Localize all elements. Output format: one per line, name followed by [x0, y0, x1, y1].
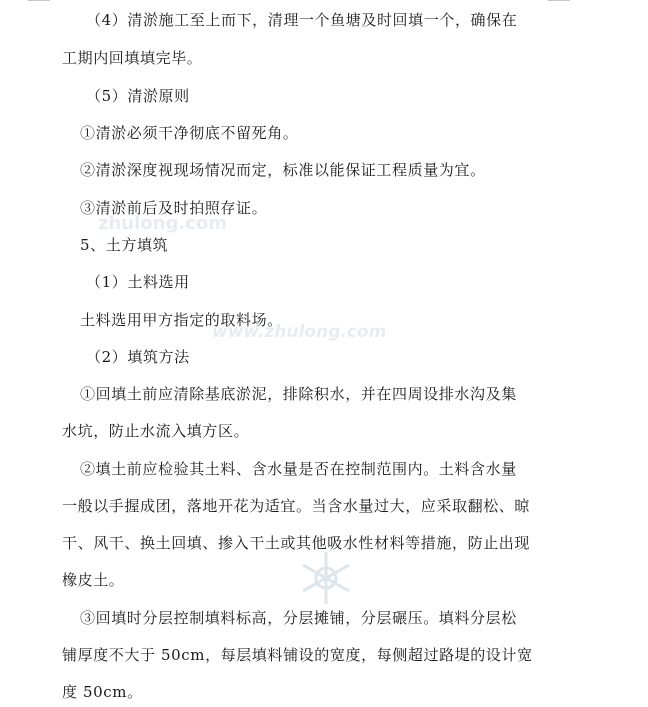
watermark-text: zhulong.com	[98, 213, 227, 234]
text-line: （5）清淤原则	[86, 87, 190, 105]
text-line: 一般以手握成团，落地开花为适宜。当含水量过大，应采取翻松、晾	[62, 497, 531, 515]
text-line: ②清淤深度视现场情况而定，标准以能保证工程质量为宜。	[80, 161, 486, 179]
text-line: 土料选用甲方指定的取料场。	[80, 311, 283, 329]
text-line: ③清淤前后及时拍照存证。	[80, 199, 268, 217]
text-line: ①清淤必须干净彻底不留死角。	[80, 124, 299, 142]
text-line: ①回填土前应清除基底淤泥，排除积水，并在四周设排水沟及集	[80, 385, 517, 403]
text-line: 工期内回填填完毕。	[62, 49, 203, 67]
text-line: ③回填时分层控制填料标高，分层摊铺，分层碾压。填料分层松	[80, 609, 517, 627]
watermark-url: www.zhulong.com	[212, 322, 387, 342]
text-line: 铺厚度不大于 50cm，每层填料铺设的宽度，每侧超过路堤的设计宽	[62, 646, 533, 664]
text-line: 度 50cm。	[62, 683, 143, 701]
text-line: 水坑，防止水流入填方区。	[62, 422, 250, 440]
text-line: （2）填筑方法	[86, 348, 190, 366]
text-line: （1）土料选用	[86, 273, 190, 291]
text-line: ②填土前应检验其土料、含水量是否在控制范围内。土料含水量	[80, 460, 517, 478]
text-line: （4）清淤施工至上而下，清理一个鱼塘及时回填一个，确保在	[86, 11, 518, 29]
text-line: 干、风干、换土回填、掺入干土或其他吸水性材料等措施，防止出现	[62, 534, 531, 552]
text-line: 5、土方填筑	[80, 236, 169, 254]
text-line: 橡皮土。	[62, 571, 125, 589]
